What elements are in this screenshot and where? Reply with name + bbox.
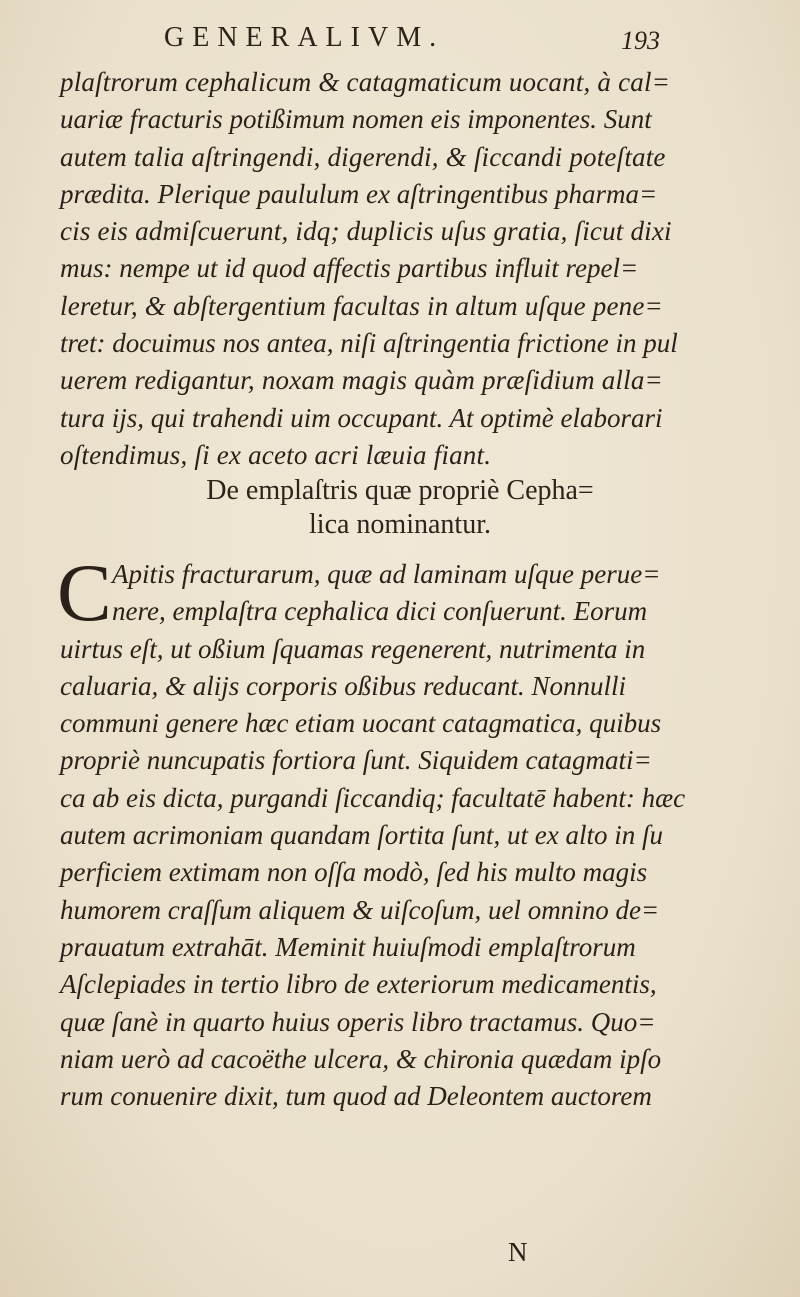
- text-line: humorem craſſum aliquem & uiſcoſum, uel omnino de=: [60, 894, 660, 925]
- text-line: Apitis fracturarum, quæ ad laminam uſque perue=: [112, 559, 661, 589]
- text-line: tret: docuimus nos antea, niſi aſtringentia frictione in pul: [60, 328, 678, 359]
- paragraph-1: [60, 64, 720, 474]
- catchword: N: [508, 1237, 528, 1267]
- page-number: 193: [621, 26, 660, 55]
- text-line: uerem redigantur, noxam magis quàm præſidium alla=: [60, 365, 663, 396]
- text-line: autem acrimoniam quandam ſortita ſunt, ut ex alto in ſu: [60, 820, 663, 851]
- drop-cap-initial: C: [57, 547, 112, 638]
- text-line: rum conuenire dixit, tum quod ad Deleontem auctorem: [60, 1081, 652, 1112]
- text-line: perficiem extimam non oſſa modò, ſed his multo magis: [60, 857, 648, 888]
- text-line: niam uerò ad cacoëthe ulcera, & chironia quædam ipſo: [60, 1043, 662, 1074]
- text-line: plaſtrorum cephalicum & catagmaticum uocant, à cal=: [60, 67, 671, 97]
- heading-line-2: lica nominantur.: [309, 509, 491, 540]
- heading-line-1: De emplaſtris quæ propriè Cepha=: [206, 475, 594, 506]
- text-line: propriè nuncupatis fortiora ſunt. Siquidem catagmati=: [60, 745, 652, 776]
- text-line: leretur, & abſtergentium facultas in altum uſque pene=: [60, 290, 663, 321]
- text-line: communi genere hæc etiam uocant catagmatica, quibus: [60, 708, 662, 739]
- text-line: ca ab eis dicta, purgandi ſiccandiq; facultatē habent: hæc: [60, 782, 686, 813]
- running-head: GENERALIVM.: [164, 22, 445, 53]
- section-heading: [0, 474, 800, 542]
- text-line: oſtendimus, ſi ex aceto acri læuia fiant.: [60, 439, 492, 470]
- page-header: [100, 22, 660, 62]
- text-line: cis eis admiſcuerunt, idq; duplicis uſus gratia, ſicut dixi: [60, 216, 672, 247]
- text-line: prædita. Plerique paululum ex aſtringentibus pharma=: [60, 178, 658, 209]
- text-line: tura ijs, qui trahendi uim occupant. At optimè elaborari: [60, 402, 663, 433]
- text-line: autem talia aſtringendi, digerendi, & ſiccandi poteſtate: [60, 141, 666, 172]
- text-line: caluaria, & alijs corporis oßibus reducant. Nonnulli: [60, 670, 627, 701]
- text-line: nere, emplaſtra cephalica dici conſuerunt. Eorum: [112, 596, 648, 627]
- text-line: prauatum extrahāt. Meminit huiuſmodi emplaſtrorum: [60, 931, 636, 962]
- text-line: Aſclepiades in tertio libro de exteriorum medicamentis,: [60, 969, 657, 1000]
- text-line: uariæ fracturis potißimum nomen eis imponentes. Sunt: [60, 104, 652, 135]
- text-line: uirtus eſt, ut oßium ſquamas regenerent, nutrimenta in: [60, 633, 646, 664]
- text-line: mus: nempe ut id quod affectis partibus influit repel=: [60, 253, 639, 284]
- paragraph-2: [57, 547, 720, 1115]
- text-line: quæ ſanè in quarto huius operis libro tractamus. Quo=: [60, 1006, 656, 1037]
